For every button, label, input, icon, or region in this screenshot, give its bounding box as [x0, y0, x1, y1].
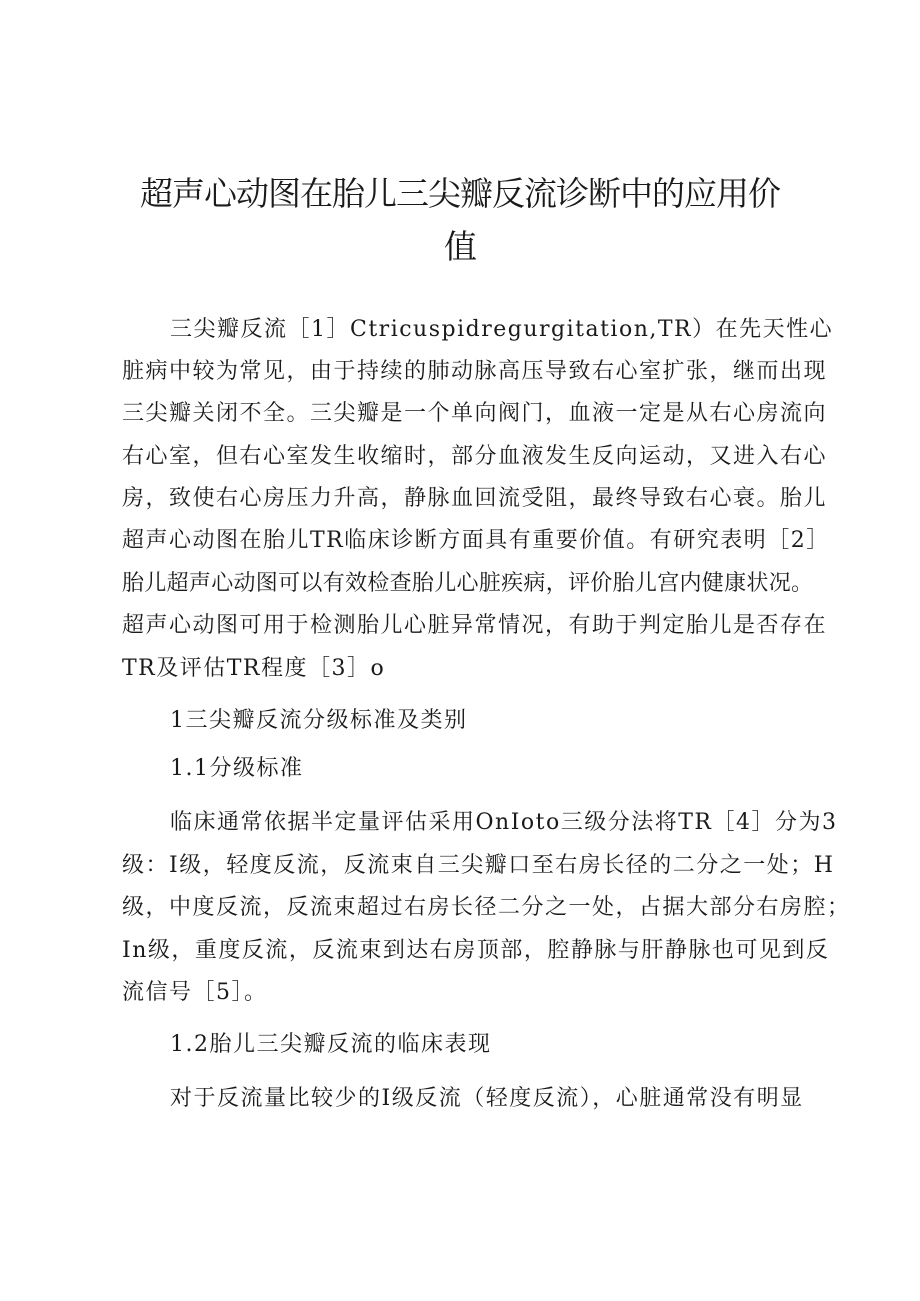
- subsection-heading: 1.2胎儿三尖瓣反流的临床表现: [170, 1032, 492, 1057]
- body-text-line: 对于反流量比较少的I级反流（轻度反流），心脏通常没有明显: [170, 1086, 804, 1111]
- body-text-line: 流信号［5］。: [122, 980, 268, 1005]
- body-text-line: 右心室，但右心室发生收缩时，部分血液发生反向运动，又进入右心: [122, 444, 828, 469]
- body-text-line: 级，中度反流，反流束超过右房长径二分之一处，占据大部分右房腔；: [122, 895, 851, 920]
- body-text-line: 三尖瓣反流［1］Ctricuspidregurgitation,TR）在先天性心: [170, 317, 834, 342]
- body-text-line: 级：I级，轻度反流，反流束自三尖瓣口至右房长径的二分之一处；H: [122, 853, 835, 878]
- section-heading: 1三尖瓣反流分级标准及类别: [170, 708, 468, 733]
- body-text-line: 胎儿超声心动图可以有效检查胎儿心脏疾病，评价胎儿宫内健康状况。: [122, 571, 814, 596]
- body-text-line: 房，致使右心房压力升高，静脉血回流受阻，最终导致右心衰。胎儿: [122, 486, 828, 511]
- body-text-line: 三尖瓣关闭不全。三尖瓣是一个单向阀门，血液一定是从右心房流向: [122, 401, 828, 426]
- body-text-line: 临床通常依据半定量评估采用OnIoto三级分法将TR［4］分为3: [170, 810, 838, 835]
- body-text-line: 超声心动图可用于检测胎儿心脏异常情况，有助于判定胎儿是否存在: [122, 613, 828, 638]
- document-title-continued: 值: [444, 227, 476, 266]
- body-text-line: In级，重度反流，反流束到达右房顶部，腔静脉与肝静脉也可见到反: [122, 938, 830, 963]
- body-text-line: 超声心动图在胎儿TR临床诊断方面具有重要价值。有研究表明［2］: [122, 528, 830, 553]
- subsection-heading: 1.1分级标准: [170, 756, 304, 781]
- body-text-line: 脏病中较为常见，由于持续的肺动脉高压导致右心室扩张，继而出现: [122, 359, 828, 384]
- body-text-line: TR及评估TR程度［3］o: [122, 656, 386, 681]
- document-title: 超声心动图在胎儿三尖瓣反流诊断中的应用价: [140, 174, 780, 213]
